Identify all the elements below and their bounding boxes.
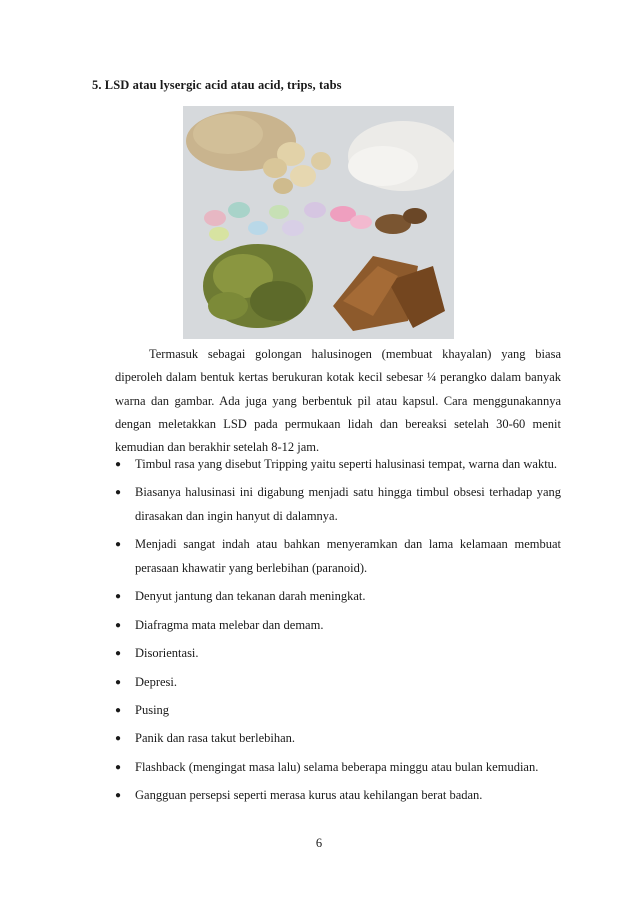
list-item-text: Depresi. — [135, 674, 177, 689]
bullet-icon: ● — [115, 676, 122, 688]
bullet-icon: ● — [115, 487, 122, 499]
list-item-text: Gangguan persepsi seperti merasa kurus atau kehilangan berat badan. — [135, 788, 483, 803]
drug-samples-photo — [183, 106, 454, 339]
list-item-text: Panik dan rasa takut berlebihan. — [135, 731, 296, 746]
list-item — [115, 614, 561, 637]
bullet-icon: ● — [115, 591, 122, 603]
list-item-text: Menjadi sangat indah atau bahkan menyeramkan dan lama kelamaan membuat perasaan khawatir yang berlebihan (paranoid). — [135, 537, 561, 575]
bullet-icon: ● — [115, 790, 122, 802]
bullet-icon: ● — [115, 733, 122, 745]
list-item — [115, 585, 561, 608]
list-item — [115, 699, 561, 722]
list-item-text: Diafragma mata melebar dan demam. — [135, 617, 324, 632]
bullet-icon: ● — [115, 761, 122, 773]
list-item-text: Pusing — [135, 702, 170, 717]
page-number: 6 — [315, 836, 323, 850]
section-heading: 5. LSD atau lysergic acid atau acid, trips, tabs — [92, 78, 342, 92]
list-item — [115, 481, 561, 528]
bullet-icon: ● — [115, 619, 122, 631]
list-item-text: Disorientasi. — [135, 646, 199, 661]
bullet-icon: ● — [115, 459, 122, 470]
list-item — [115, 756, 561, 779]
list-item — [115, 642, 561, 665]
list-item-text: Biasanya halusinasi ini digabung menjadi satu hingga timbul obsesi terhadap yang dirasakan dan ingin hanyut di dalamnya. — [135, 485, 561, 523]
list-item — [115, 533, 561, 580]
list-item-text: Denyut jantung dan tekanan darah meningkat. — [135, 589, 366, 604]
effects-list — [115, 453, 561, 813]
photo-illustration — [183, 106, 454, 339]
list-item — [115, 453, 561, 476]
bullet-icon: ● — [115, 539, 122, 551]
list-item-text: Flashback (mengingat masa lalu) selama beberapa minggu atau bulan kemudian. — [135, 759, 539, 774]
list-item — [115, 671, 561, 694]
intro-paragraph: Termasuk sebagai golongan halusinogen (membuat khayalan) yang biasa diperoleh dalam bentuk kertas berukuran kotak kecil sebesar ¼ perangko dalam banyak warna dan gambar. Ada juga yang berbentuk pil atau kapsul. Cara menggunakannya dengan meletakkan LSD pada permukaan lidah dan bereaksi setelah 30-60 menit kemudian dan berakhir setelah 8-12 jam. — [115, 347, 561, 455]
bullet-icon: ● — [115, 704, 122, 716]
list-item — [115, 727, 561, 750]
bullet-icon: ● — [115, 648, 122, 660]
list-item — [115, 784, 561, 807]
list-item-text: Timbul rasa yang disebut Tripping yaitu seperti halusinasi tempat, warna dan waktu. — [135, 457, 558, 471]
